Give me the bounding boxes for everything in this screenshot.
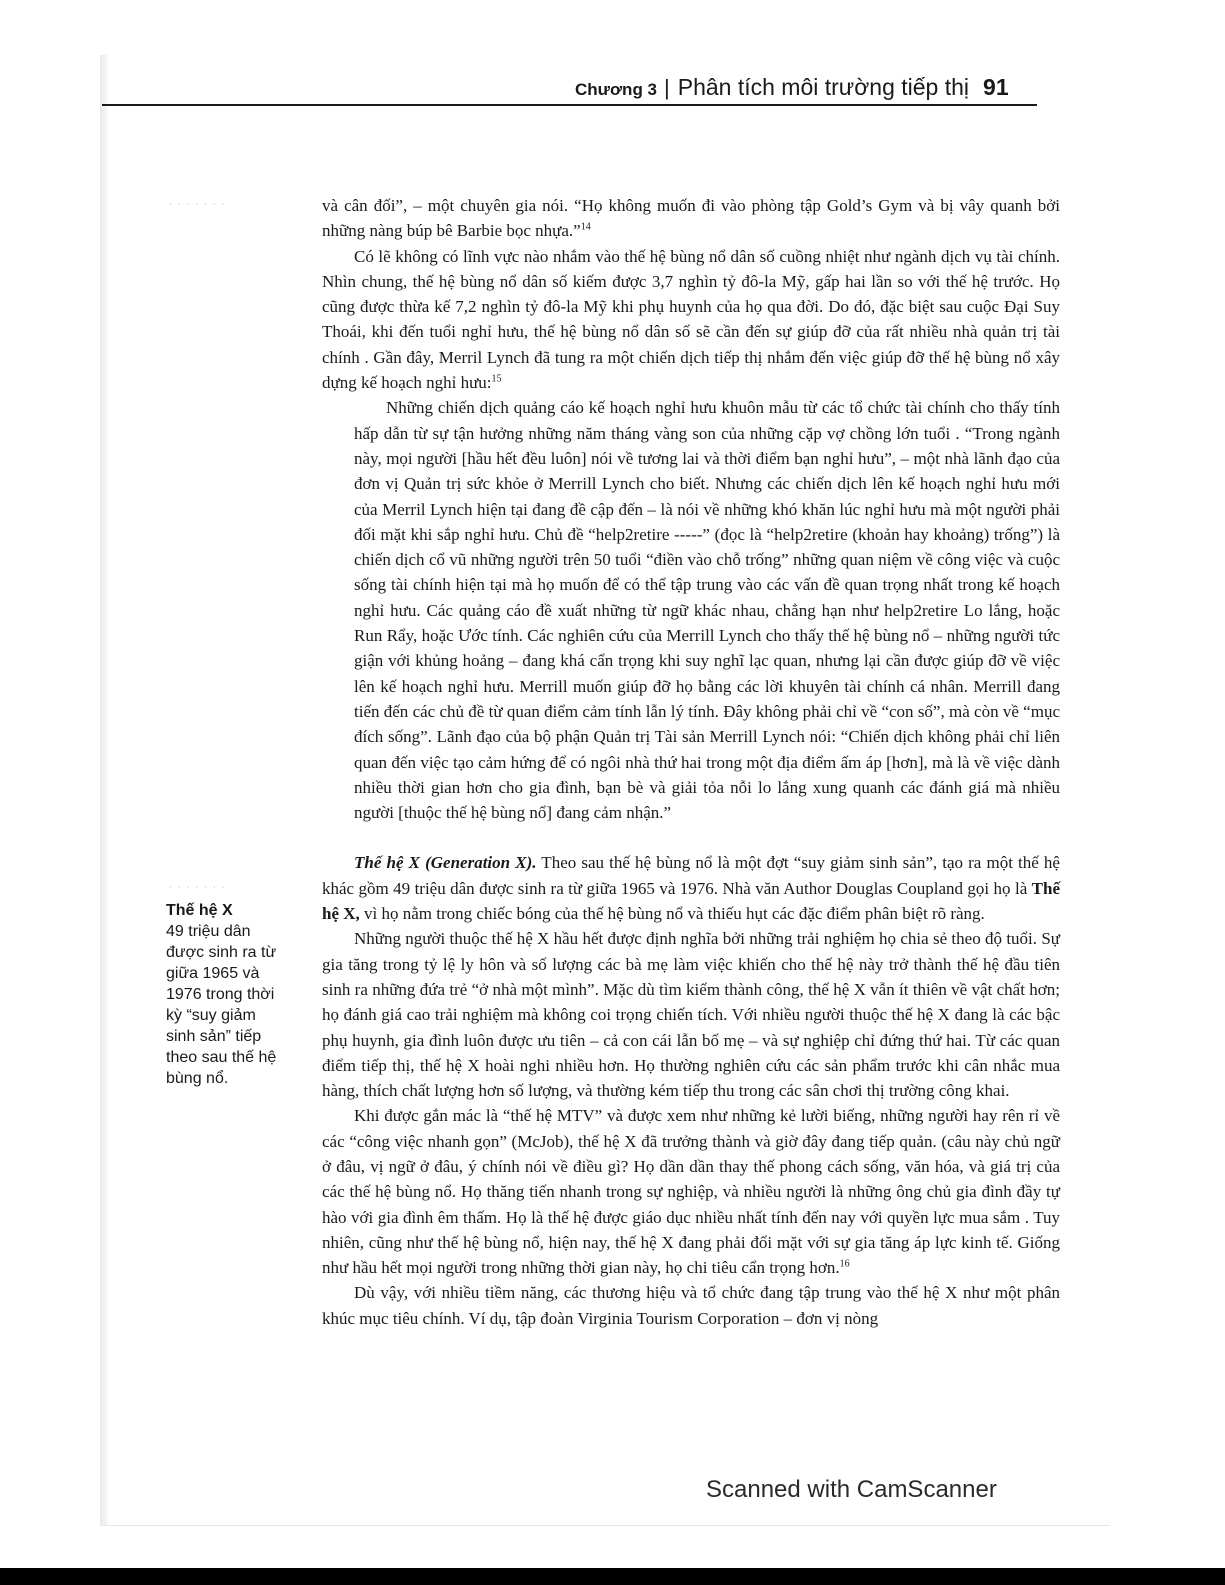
paragraph-4-text-b: vì họ nằm trong chiếc bóng của thế hệ bùng nổ và thiếu hụt các đặc điểm phân biệt rõ ràng. [359,904,985,924]
paragraph-7 [322,1280,1060,1331]
bleed-through-text: · · · · · · · [168,197,226,213]
header-separator: | [664,75,670,100]
section-heading-generation-x: Thế hệ X (Generation X). [354,853,537,873]
margin-note-body: 49 triệu dân được sinh ra từ giữa 1965 và 1976 trong thời kỳ “suy giảm sinh sản” tiếp theo sau thế hệ bùng nổ. [166,923,277,1087]
paragraph-4-text-a: Theo sau thế hệ bùng nổ là một đợt “suy giảm sinh sản”, tạo ra một thế hệ khác gồm 49 triệu dân được sinh ra từ giữa 1965 và 1976. Nhà văn Author Douglas Coupland gọi họ là [322,853,1060,898]
scan-left-edge [100,55,108,1525]
margin-note-title: Thế hệ X [166,902,233,919]
paragraph-3 [322,395,1060,825]
paragraph-2-text: Có lẽ không có lĩnh vực nào nhắm vào thế hệ bùng nổ dân số cuồng nhiệt như ngành dịch vụ tài chính. Nhìn chung, thế hệ bùng nổ dân số kiếm được 3,7 nghìn tỷ đô-la Mỹ, gấp hai lần so với thế hệ trước. Họ cũng được thừa kế 7,2 nghìn tỷ đô-la Mỹ khi phụ huynh của họ qua đời. Do đó, đặc biệt sau cuộc Đại Suy Thoái, khi đến tuổi nghỉ hưu, thế hệ bùng nổ dân số sẽ cần đến sự giúp đỡ của rất nhiều nhà quản trị tài chính . Gần đây, Merril Lynch đã tung ra một chiến dịch tiếp thị nhắm đến việc giúp đỡ thế hệ bùng nổ xây dựng kế hoạch nghỉ hưu: [322,246,1060,393]
paragraph-1-text: và cân đối”, – một chuyên gia nói. “Họ không muốn đi vào phòng tập Gold’s Gym và bị vây quanh bởi những nàng búp bê Barbie bọc nhựa.” [322,196,1060,241]
running-header [575,74,1045,106]
paragraph-4 [322,850,1060,926]
bottom-black-bar [0,1568,1225,1585]
page-number: 91 [983,74,1009,100]
footnote-ref-16: 16 [839,1258,850,1270]
paragraph-5-text: Những người thuộc thế hệ X hầu hết được định nghĩa bởi những trải nghiệm họ chia sẻ theo độ tuổi. Sự gia tăng trong tỷ lệ ly hôn và số lượng các bà mẹ làm việc khiến cho thế hệ này trở thành thế hệ đầu tiên sinh ra những đứa trẻ “ở nhà một mình”. Mặc dù tìm kiếm thành công, thế hệ X vẫn ít thiên về vật chất hơn; họ đánh giá cao trải nghiệm mà không coi trọng chiến tích. Với nhiều người thuộc thế hệ X đang là các bậc phụ huynh, gia đình luôn được ưu tiên – cả con cái lẫn bố mẹ – và sự nghiệp chỉ đứng thứ hai. Từ các quan điểm tiếp thị, thế hệ X hoài nghi nhiều hơn. Họ thường nghiên cứu các sản phẩm trước khi cân nhắc mua hàng, thích chất lượng hơn số lượng, và thường kém tiếp thu trong các sân chơi thị trường công khai. [322,929,1060,1101]
camscanner-watermark: Scanned with CamScanner [706,1476,997,1503]
header-rule [102,104,1037,106]
scan-bottom-edge [100,1525,1110,1526]
footnote-ref-15: 15 [491,373,502,385]
paragraph-3-text: Những chiến dịch quảng cáo kế hoạch nghỉ hưu khuôn mẫu từ các tổ chức tài chính cho thấy tính hấp dẫn từ sự tận hưởng những năm tháng vàng son của những cặp vợ chồng lớn tuổi . “Trong ngành này, mọi người [hầu hết đều luôn] nói về tương lai và thời điểm bạn nghỉ hưu”, – một nhà lãnh đạo của đơn vị Quản trị sức khỏe ở Merrill Lynch cho biết. Nhưng các chiến dịch lên kế hoạch nghỉ hưu mới của Merril Lynch hiện tại đang đề cập đến – là nói về những khó khăn lúc nghỉ hưu mà một người phải đối mặt khi sắp nghỉ hưu. Chủ đề “help2retire -----” (đọc là “help2retire (khoản hay khoảng) trống”) là chiến dịch cổ vũ những người trên 50 tuổi “điền vào chỗ trống” những quan niệm về công việc và cuộc sống tài chính hiện tại mà họ muốn để có thể tập trung vào các vấn đề quan trọng nhất trong kế hoạch nghỉ hưu. Các quảng cáo đề xuất những từ ngữ khác nhau, chẳng hạn như help2retire Lo lắng, hoặc Run Rẩy, hoặc Ước tính. Các nghiên cứu của Merrill Lynch cho thấy thế hệ bùng nổ – những người tức giận với khủng hoảng – đang khá cẩn trọng khi suy nghĩ lạc quan, nhưng lại cần được giúp đỡ về việc lên kế hoạch nghỉ hưu. Merrill muốn giúp đỡ họ bằng các lời khuyên tài chính cá nhân. Merrill đang tiến đến các chủ đề từ quan điểm cảm tính lẫn lý tính. Đây không phải chỉ về “con số”, mà còn về “mục đích sống”. Lãnh đạo của bộ phận Quản trị Tài sản Merrill Lynch nói: “Chiến dịch không phải chỉ liên quan đến việc tạo cảm hứng để có ngôi nhà thứ hai trong một địa điểm ấm áp [hơn], mà là về việc dành nhiều thời gian hơn cho gia đình, bạn bè và giải tỏa nỗi lo lắng xung quanh các đánh giá mà nhiều người [thuộc thế hệ bùng nổ] đang cảm nhận.” [354,398,1060,823]
footnote-ref-14: 14 [580,221,591,233]
paragraph-6 [322,1103,1060,1280]
paragraph-2 [322,244,1060,396]
body-text [322,193,1060,1331]
term-generation-x: Thế hệ X, [322,878,1060,924]
bleed-through-text: · · · · · · · [168,880,226,896]
chapter-title: Phân tích môi trường tiếp thị [677,74,970,100]
chapter-label: Chương 3 [575,80,658,99]
paragraph-1 [322,193,1060,244]
paragraph-5 [322,926,1060,1103]
paragraph-6-text: Khi được gắn mác là “thế hệ MTV” và được xem như những kẻ lười biếng, những người hay rên rỉ về các “công việc nhanh gọn” (McJob), thế hệ X đã trưởng thành và giờ đây đang tiếp quản. (câu này chủ ngữ ở đâu, vị ngữ ở đâu, ý chính nói về điều gì? Họ dần dần thay thế phong cách sống, văn hóa, và giá trị của các thế hệ bùng nổ. Họ thăng tiến nhanh trong sự nghiệp, và nhiều người là những ông chủ gia đình đầy tự hào với gia đình êm thấm. Họ là thế hệ được giáo dục nhiều nhất tính đến nay với quyền lực mua sắm . Tuy nhiên, cũng như thế hệ bùng nổ, hiện nay, thế hệ X đang phải đối mặt với sự gia tăng áp lực kinh tế. Giống như hầu hết mọi người trong những thời gian này, họ chi tiêu cẩn trọng hơn. [322,1106,1060,1278]
paragraph-7-text: Dù vậy, với nhiều tiềm năng, các thương hiệu và tổ chức đang tập trung vào thế hệ X như một phân khúc mục tiêu chính. Ví dụ, tập đoàn Virginia Tourism Corporation – đơn vị nòng [322,1283,1060,1328]
margin-note [166,900,311,1089]
